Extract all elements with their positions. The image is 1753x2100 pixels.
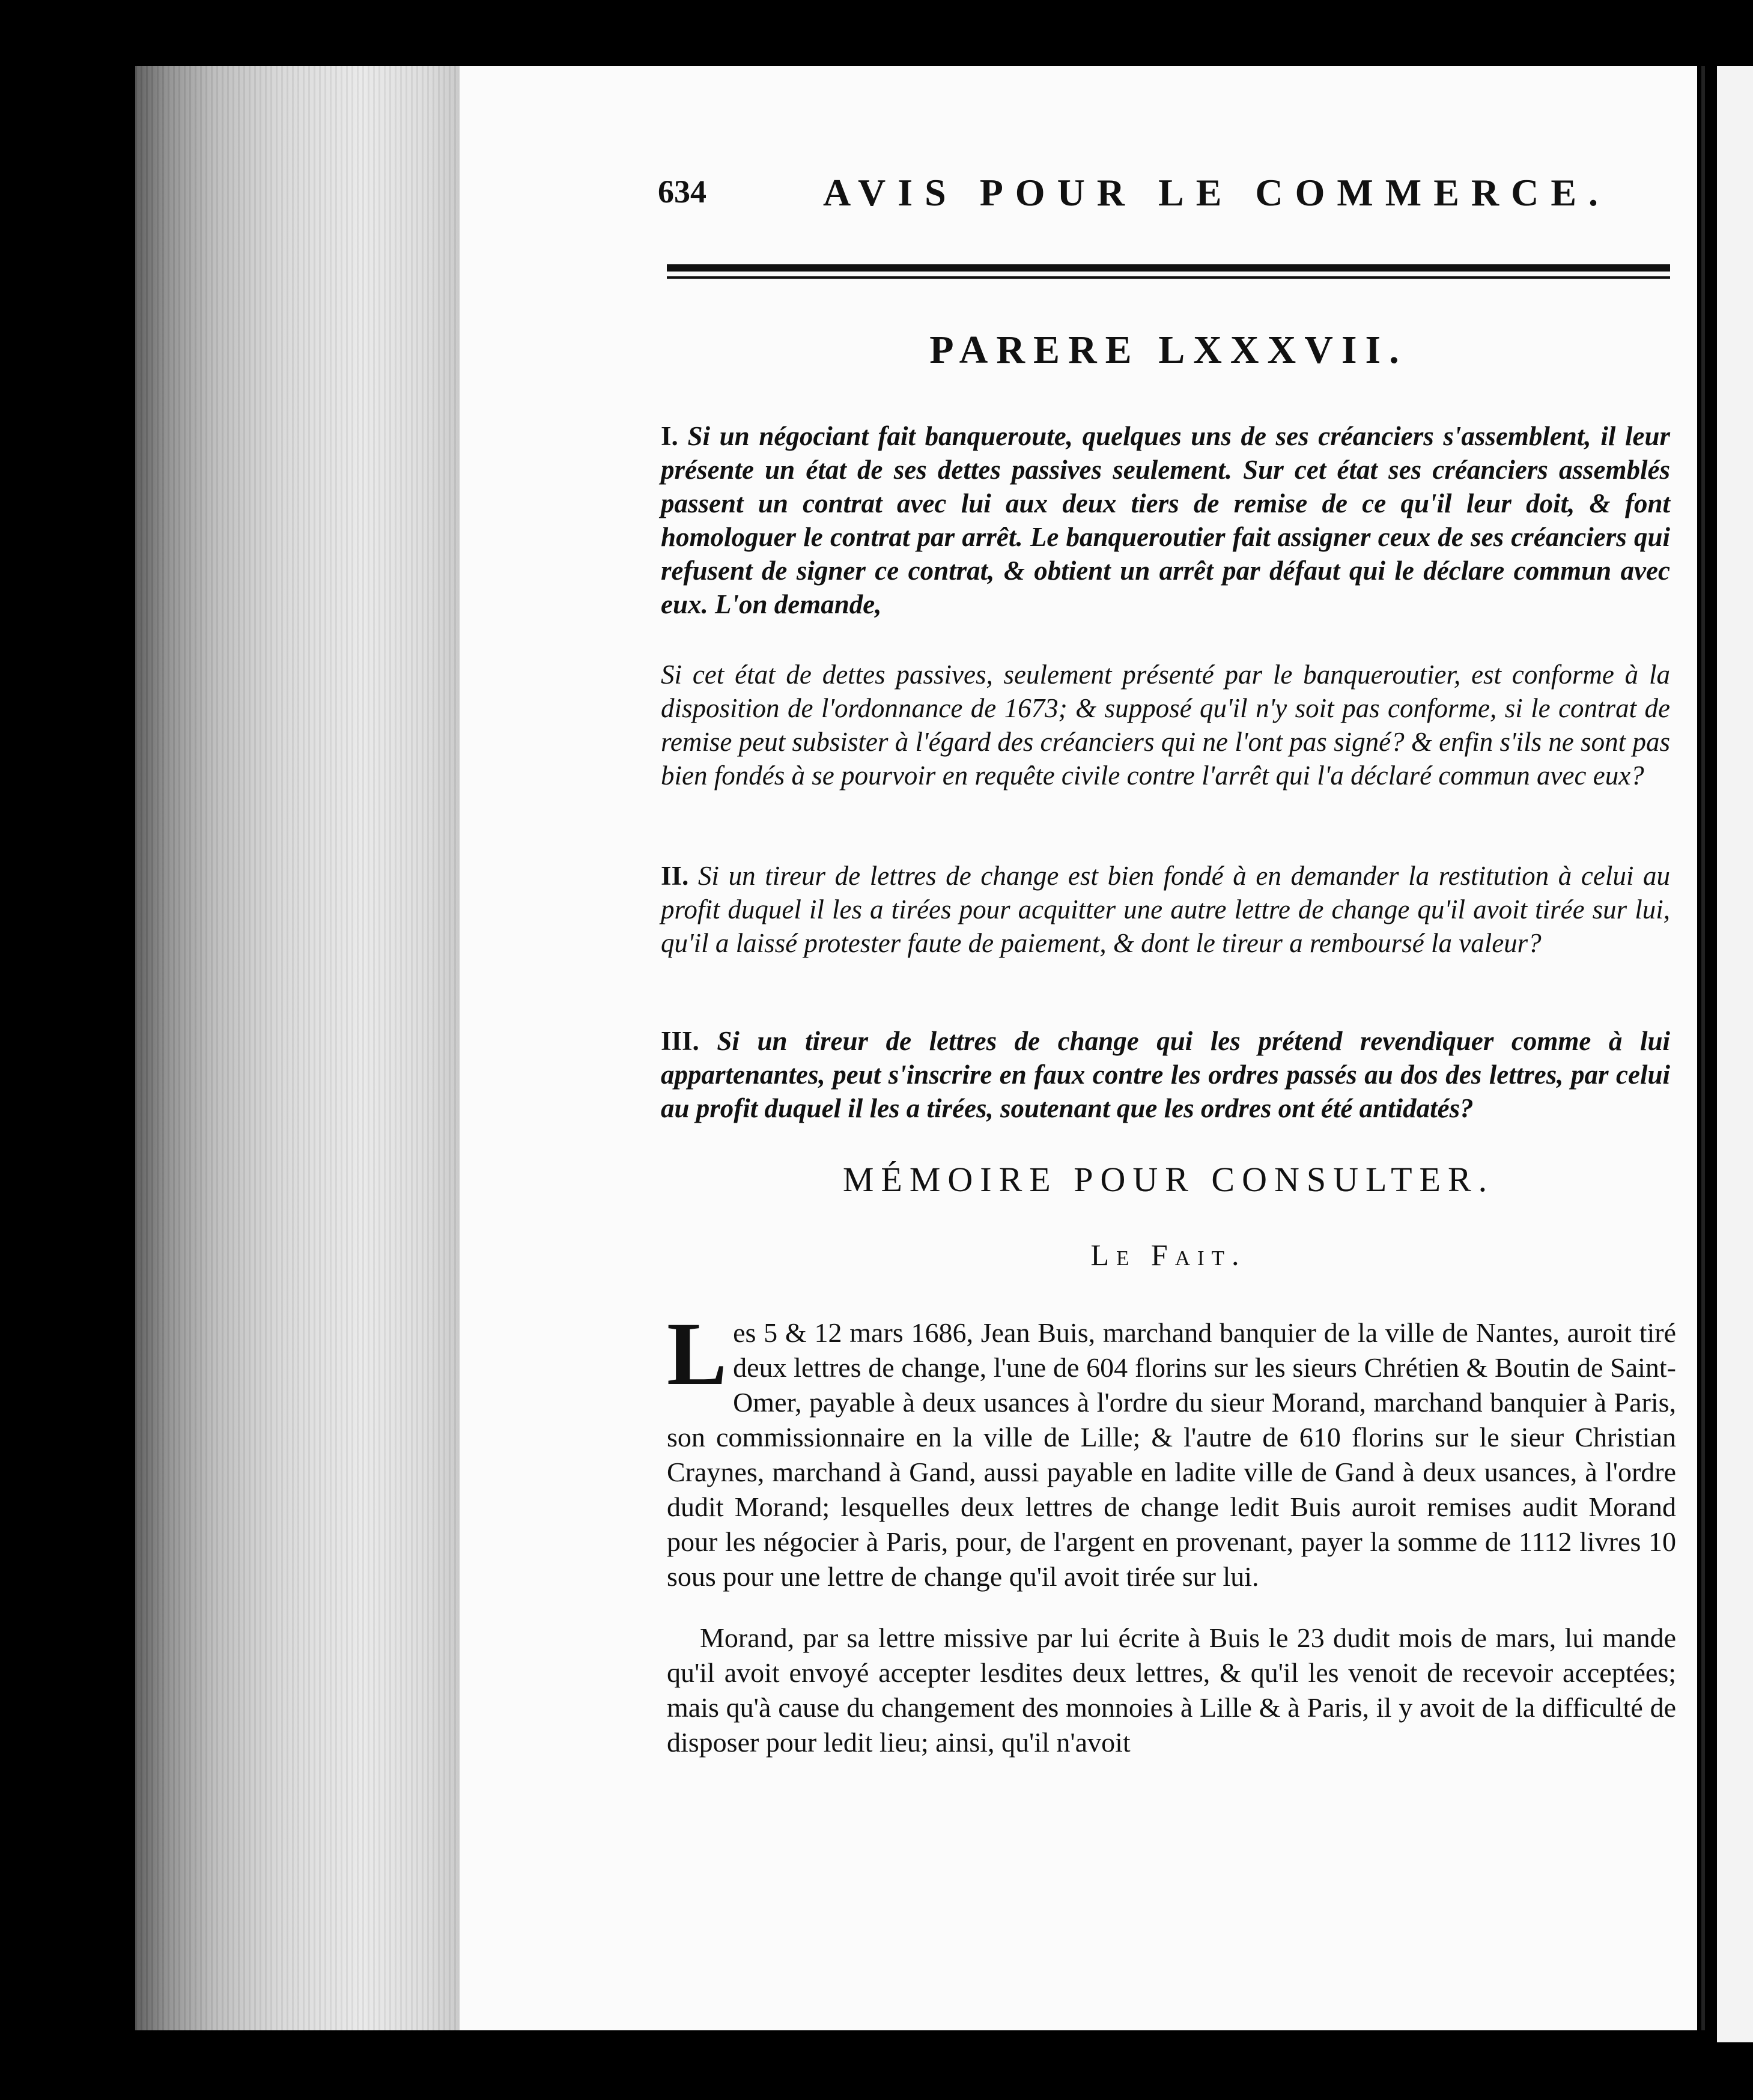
book-spine-gutter bbox=[135, 66, 460, 2030]
header-rule-thick bbox=[667, 264, 1670, 272]
question-number: II. bbox=[661, 861, 689, 891]
parere-title: PARERE LXXXVII. bbox=[929, 328, 1408, 372]
question-1-subquestions: Si cet état de dettes passives, seulement présenté par le banqueroutier, est conforme à la disposition de l'ordonnance de 1673; & supposé qu'il n'y soit pas conforme, si le contrat de remise peut subsister à l'égard des créanciers qui ne l'ont pas signé? & enfin s'ils ne sont pas bien fondés à se pourvoir en requête civile contre l'arrêt qui l'a déclaré commun avec eux? bbox=[661, 660, 1670, 791]
body-paragraph-1 bbox=[667, 1304, 1676, 1594]
facing-page-edge bbox=[1717, 66, 1753, 2042]
memoire-title: MÉMOIRE POUR CONSULTER. bbox=[842, 1160, 1495, 1199]
question-text: Si un tireur de lettres de change est bien fondé à en demander la restitution à celui au profit duquel il les a tirées pour acquitter une autre lettre de change qu'il avoit tirée sur lui, qu'il a laissé protester faute de paiement, & dont le tireur a remboursé la valeur? bbox=[661, 861, 1670, 958]
question-text: Si un tireur de lettres de change qui les prétend revendiquer comme à lui appartenantes, peut s'inscrire en faux contre les ordres passés au dos des lettres, par celui au profit duquel il les a tirées, soutenant que les ordres ont été antidatés? bbox=[661, 1026, 1671, 1123]
question-number: III. bbox=[661, 1026, 699, 1056]
question-3 bbox=[661, 1024, 1670, 1125]
drop-cap: L bbox=[667, 1304, 728, 1404]
body-paragraph-2: Morand, par sa lettre missive par lui écrite à Buis le 23 dudit mois de mars, lui mande qu'il avoit envoyé accepter lesdites deux lettres, & qu'il les venoit de recevoir acceptées; mais qu'à cause du changement des monnoies à Lille & à Paris, il y avoit de la difficulté de disposer pour ledit lieu; ainsi, qu'il n'avoit bbox=[667, 1622, 1676, 1758]
question-1 bbox=[661, 419, 1670, 621]
paragraph-text: es 5 & 12 mars 1686, Jean Buis, marchand banquier de la ville de Nantes, auroit tiré deux lettres de change, l'une de 604 florins sur les sieurs Chrétien & Boutin de Saint-Omer, payable à deux usances à l'ordre du sieur Morand, marchand banquier à Paris, son commissionnaire en la ville de Lille; & l'autre de 610 florins sur le sieur Christian Craynes, marchand à Gand, aussi payable en ladite ville de Gand à deux usances, à l'ordre dudit Morand; lesquelles deux lettres de change ledit Buis auroit remises audit Morand pour les négocier à Paris, pour, de l'argent en provenant, payer la somme de 1112 livres 10 sous pour une lettre de change qu'il avoit tirée sur lui. bbox=[667, 1317, 1676, 1592]
question-2 bbox=[661, 859, 1670, 960]
page-number: 634 bbox=[658, 174, 706, 210]
section-title-le-fait: Le Fait. bbox=[1090, 1238, 1247, 1272]
question-text: Si un négociant fait banqueroute, quelques uns de ses créanciers s'assemblent, il leur présente un état de ses dettes passives seulement. Sur cet état ses créanciers assemblés passent un contrat avec lui aux deux tiers de remise de ce qu'il leur doit, & font homologuer le contrat par arrêt. Le banqueroutier fait assigner ceux de ses créanciers qui refusent de signer ce contrat, & obtient un arrêt par défaut qui le déclare commun avec eux. L'on demande, bbox=[661, 421, 1671, 619]
running-header bbox=[658, 167, 1610, 221]
header-rule-thin bbox=[667, 276, 1670, 279]
running-title: AVIS POUR LE COMMERCE. bbox=[823, 171, 1610, 214]
page-edge bbox=[1701, 66, 1705, 2030]
question-number: I. bbox=[661, 421, 678, 451]
